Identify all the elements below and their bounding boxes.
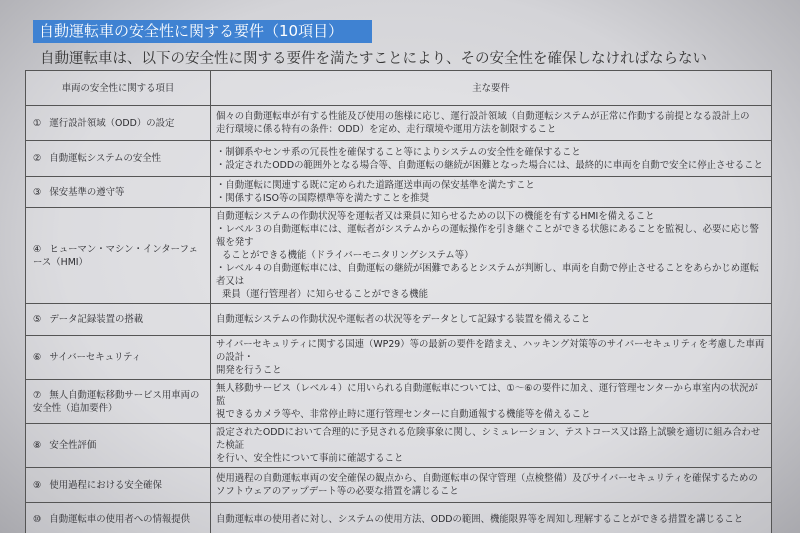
item-label: サイバーセキュリティ (49, 352, 142, 363)
item-number: ⑦ (33, 389, 42, 401)
item-cell (26, 380, 211, 424)
item-number: ⑨ (33, 479, 42, 491)
item-cell (26, 177, 211, 208)
table-header-row (26, 71, 772, 106)
requirement-cell (211, 304, 772, 336)
requirement-line: 開発を行うこと (216, 365, 282, 376)
requirement-line: ・設定されたODDの範囲外となる場合等、自動運転の継続が困難となった場合には、最終的に車両を自動で安全に停止させること (216, 159, 763, 171)
item-label: 無人自動運転移動サービス用車両の安全性（追加要件） (33, 389, 200, 414)
item-number: ⑥ (33, 352, 42, 363)
header-item: 車両の安全性に関する項目 (26, 71, 211, 106)
requirement-line: 使用過程の自動運転車両の安全確保の観点から、自動運転車の保守管理（点検整備）及びサイバーセキュリティを確保するための (216, 473, 758, 484)
item-cell (26, 336, 211, 380)
requirement-cell (211, 141, 772, 177)
item-cell (26, 208, 211, 304)
slide-subtitle: 自動運転車は、以下の安全性に関する要件を満たすことにより、その安全性を確保しなければならない (40, 51, 707, 67)
item-number: ⑩ (33, 513, 42, 525)
requirement-line: サイバーセキュリティに関する国連（WP29）等の最新の要件を踏まえ、ハッキング対策等のサイバーセキュリティを考慮した車両の設計・ (216, 339, 765, 363)
requirement-cell (211, 380, 772, 424)
item-number: ⑤ (33, 314, 42, 325)
item-label: 自動運転車の使用者への情報提供 (49, 513, 191, 525)
item-cell (26, 503, 211, 533)
requirement-line: ・制御系やセンサ系の冗長性を確保すること等によりシステムの安全性を確保すること (216, 146, 581, 158)
table-row (26, 468, 772, 503)
item-number: ⑧ (33, 440, 42, 451)
table-row (26, 336, 772, 380)
requirement-line: 無人移動サービス（レベル４）に用いられる自動運転車については、①～⑥の要件に加え、運行管理センターから車室内の状況が監 (216, 383, 758, 407)
requirement-line: ・関係するISO等の国際標準等を満たすことを推奨 (216, 193, 429, 204)
item-number: ③ (33, 186, 42, 198)
requirement-line: ・自動運転に関連する既に定められた道路運送車両の保安基準を満たすこと (216, 180, 535, 191)
item-label: データ記録装置の搭載 (49, 314, 144, 325)
table-row (26, 380, 772, 424)
requirement-line: 自動運転システムの作動状況等を運転者又は乗員に知らせるための以下の機能を有するHMIを備えること (216, 211, 655, 222)
requirement-line: を行い、安全性について事前に確認すること (216, 453, 404, 464)
item-number: ② (33, 153, 42, 164)
header-requirements: 主な要件 (211, 71, 772, 106)
requirements-table (25, 70, 772, 533)
item-cell (26, 424, 211, 468)
item-number: ④ (33, 243, 42, 255)
item-cell (26, 304, 211, 336)
table-row (26, 208, 772, 304)
requirement-cell (211, 468, 772, 503)
item-number: ① (33, 117, 42, 129)
requirement-line: 自動運転車の使用者に対し、システムの使用方法、ODDの範囲、機能限界等を周知し理解することができる措置を講じること (216, 513, 744, 525)
table-row (26, 503, 772, 533)
item-label: 使用過程における安全確保 (49, 479, 162, 491)
requirement-line: 乗員（運行管理者）に知らせることができる機能 (222, 289, 428, 300)
item-cell (26, 141, 211, 177)
table-row (26, 106, 772, 141)
table-row (26, 141, 772, 177)
table-row (26, 177, 772, 208)
table-row (26, 424, 772, 468)
item-cell (26, 106, 211, 141)
requirement-line: ・レベル３の自動運転車には、運転者がシステムからの運転操作を引き継ぐことができる状態にあることを監視し、必要に応じ警報を発す (216, 224, 759, 248)
requirement-line: 自動運転システムの作動状況や運転者の状況等をデータとして記録する装置を備えること (216, 314, 591, 325)
item-label: 保安基準の遵守等 (49, 186, 125, 198)
requirement-cell (211, 208, 772, 304)
item-label: ヒューマン・マシン・インターフェース（HMI） (33, 243, 198, 268)
slide-title: 自動運転車の安全性に関する要件（10項目） (33, 20, 372, 43)
requirement-cell (211, 106, 772, 141)
item-label: 安全性評価 (49, 440, 97, 451)
table-row (26, 304, 772, 336)
item-label: 自動運転システムの安全性 (49, 153, 161, 164)
requirement-line: 設定されたODDにおいて合理的に予見される危険事象に関し、シミュレーション、テストコース又は路上試験を適切に組み合わせた検証 (216, 427, 761, 451)
requirement-cell (211, 424, 772, 468)
requirement-cell (211, 177, 772, 208)
requirement-line: 視できるカメラ等や、非常停止時に運行管理センターに自動通報する機能等を備えること (216, 409, 591, 420)
requirement-line: 個々の自動運転車が有する性能及び使用の態様に応じ、運行設計領域（自動運転システムが正常に作動する前提となる設計上の (216, 111, 750, 122)
requirement-cell (211, 503, 772, 533)
requirement-line: ・レベル４の自動運転車には、自動運転の継続が困難であるとシステムが判断し、車両を自動で停止させることをあらかじめ運転者又は (216, 263, 759, 287)
requirement-cell (211, 336, 772, 380)
item-label: 運行設計領域（ODD）の設定 (49, 117, 175, 129)
item-cell (26, 468, 211, 503)
requirement-line: ソフトウェアのアップデート等の必要な措置を講じること (216, 486, 459, 497)
requirement-line: ることができる機能（ドライバーモニタリングシステム等） (222, 250, 474, 261)
requirement-line: 走行環境に係る特有の条件：ODD）を定め、走行環境や運用方法を制限すること (216, 124, 557, 135)
